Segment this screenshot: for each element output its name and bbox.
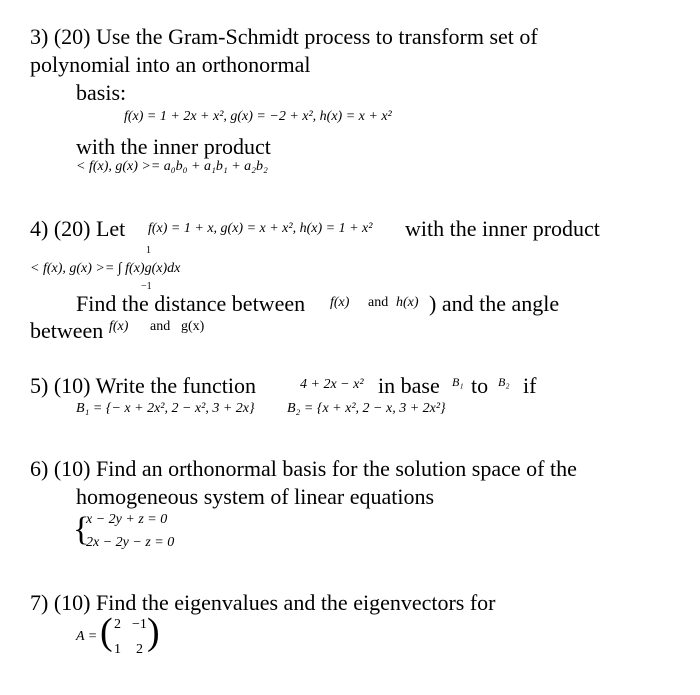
problem-6-text: homogeneous system of linear equations bbox=[76, 484, 435, 509]
matrix-left-paren-icon: ( bbox=[100, 611, 113, 653]
distance-f: f(x) bbox=[330, 295, 350, 310]
distance-h: h(x) bbox=[396, 295, 419, 310]
problem-6-equation-1: x − 2y + z = 0 bbox=[86, 512, 168, 527]
angle-f: f(x) bbox=[109, 319, 129, 334]
problem-5-polynomial: 4 + 2x − x² bbox=[300, 377, 364, 392]
problem-5-if: if bbox=[523, 373, 537, 398]
integral-lower-limit: −1 bbox=[141, 281, 152, 292]
integral-upper-limit: 1 bbox=[146, 245, 151, 256]
problem-3-text: polynomial into an orthonormal bbox=[30, 52, 311, 77]
problem-3-functions: f(x) = 1 + 2x + x², g(x) = −2 + x², h(x) = x + x² bbox=[124, 109, 392, 124]
problem-3-basis-label: basis: bbox=[76, 80, 127, 105]
problem-5-basis-b2: B₂ = {x + x², 2 − x, 3 + 2x²} bbox=[287, 401, 446, 416]
problem-5-in-base: in base bbox=[378, 373, 440, 398]
problem-4-functions: f(x) = 1 + x, g(x) = x + x², h(x) = 1 + x² bbox=[148, 221, 373, 236]
problem-5-heading: 5) (10) Write the function bbox=[30, 373, 256, 398]
system-brace-icon: { bbox=[73, 511, 90, 548]
problem-4-inner-label: with the inner product bbox=[405, 216, 600, 241]
distance-and: and bbox=[368, 295, 389, 310]
problem-4-between: between bbox=[30, 318, 104, 343]
angle-g: g(x) bbox=[181, 319, 205, 334]
problem-3-inner-label: with the inner product bbox=[76, 134, 271, 159]
problem-5-to: to bbox=[471, 373, 489, 398]
matrix-cell-1-2: −1 bbox=[132, 617, 147, 632]
problem-5-b2: B₂ bbox=[498, 375, 510, 389]
matrix-cell-2-2: 2 bbox=[136, 642, 143, 657]
matrix-label: A = bbox=[76, 629, 98, 644]
problem-4-heading: 4) (20) Let bbox=[30, 216, 126, 241]
problem-4-inner-formula: < f(x), g(x) >= ∫ f(x)g(x)dx bbox=[30, 261, 181, 276]
problem-5-b1: B₁ bbox=[452, 375, 464, 389]
angle-and: and bbox=[150, 319, 171, 334]
problem-5-basis-b1: B₁ = {− x + 2x², 2 − x², 3 + 2x} bbox=[76, 401, 255, 416]
problem-6-heading: 6) (10) Find an orthonormal basis for the solution space of the bbox=[30, 456, 577, 481]
problem-4-angle-text: ) and the angle bbox=[429, 291, 560, 316]
matrix-right-paren-icon: ) bbox=[147, 611, 160, 653]
matrix-cell-2-1: 1 bbox=[114, 642, 121, 657]
matrix-cell-1-1: 2 bbox=[114, 617, 121, 632]
problem-4-distance-text: Find the distance between bbox=[76, 291, 306, 316]
problem-3-inner-formula: < f(x), g(x) >= a₀b₀ + a₁b₁ + a₂b₂ bbox=[76, 159, 268, 174]
problem-3-heading: 3) (20) Use the Gram-Schmidt process to transform set of bbox=[30, 24, 538, 49]
problem-6-equation-2: 2x − 2y − z = 0 bbox=[86, 535, 175, 550]
problem-7-heading: 7) (10) Find the eigenvalues and the eigenvectors for bbox=[30, 590, 496, 615]
